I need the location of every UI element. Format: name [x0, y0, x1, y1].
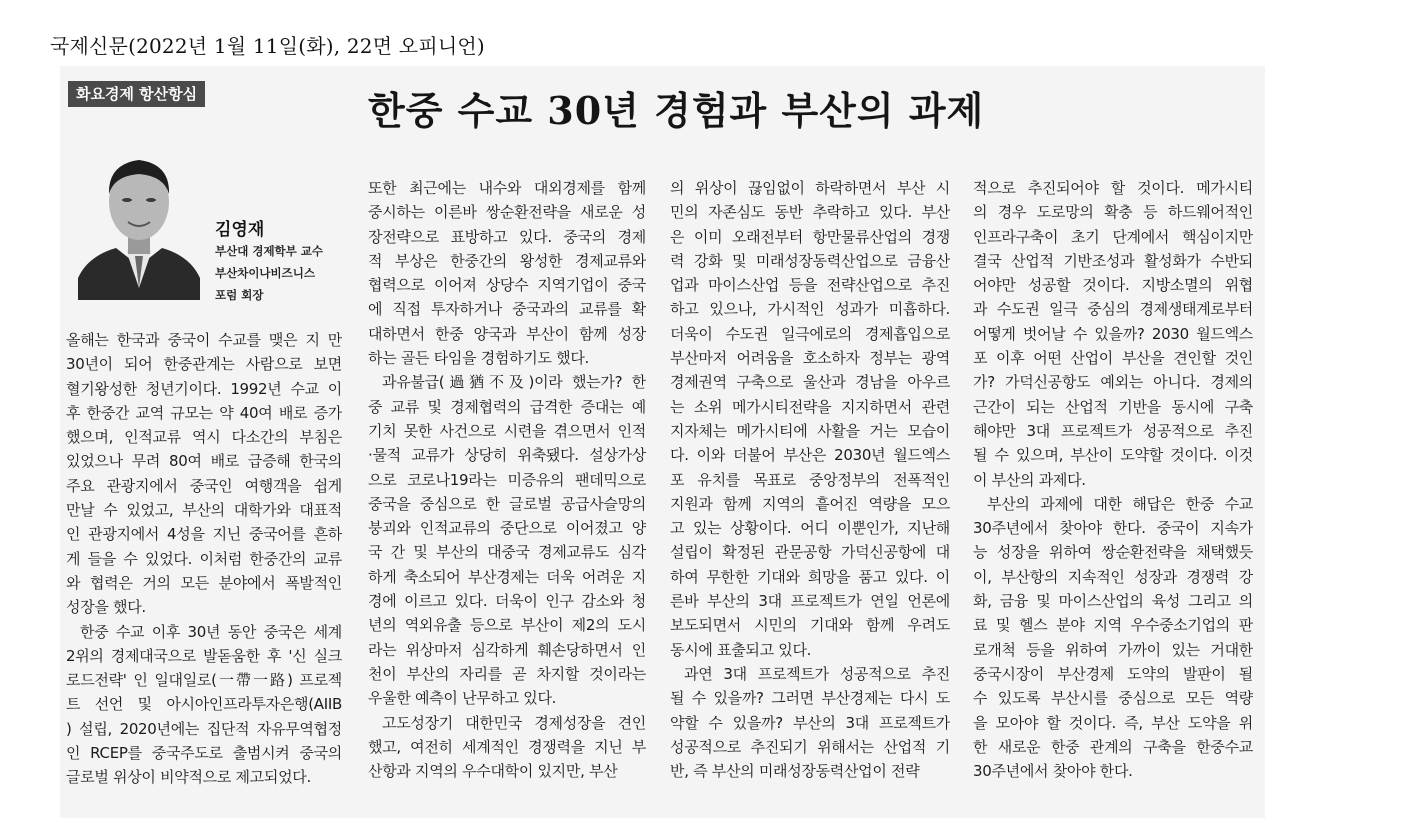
- article-text-line: 민의 자존심도 동반 추락하고 있다. 부산: [670, 203, 950, 222]
- article-text-line: 라는 위상마저 심각하게 훼손당하면서 인: [368, 640, 646, 659]
- article-text-line: 포 유치를 목표로 중앙정부의 전폭적인: [670, 470, 950, 489]
- article-text-line: 가? 가덕신공항도 예외는 아니다. 경제의: [973, 373, 1253, 392]
- article-text-line: 수 있도록 부산시를 중심으로 모든 역량: [973, 689, 1253, 708]
- article-text-line: 동시에 표출되고 있다.: [670, 640, 812, 659]
- article-text-line: 성장을 했다.: [66, 598, 146, 617]
- article-text-line: 혈기왕성한 청년기이다. 1992년 수교 이: [66, 379, 342, 398]
- article-text-line: 른바 부산의 3대 프로젝트가 연일 언론에: [670, 592, 950, 611]
- article-text-line: 천이 부산의 자리를 곧 차지할 것이라는: [368, 664, 646, 683]
- article-text-line: 의 경우 도로망의 확충 등 하드웨어적인: [973, 203, 1253, 222]
- article-text-line: 업과 마이스산업 등을 전략산업으로 추진: [670, 276, 950, 295]
- source-line: 국제신문(2022년 1월 11일(화), 22면 오피니언): [50, 34, 485, 58]
- article-text-line: 더욱이 수도권 일극에로의 경제흡입으로: [670, 324, 950, 343]
- article-text-line: 만날 수 있었고, 부산의 대학가와 대표적: [66, 501, 342, 520]
- article-text-line: 기치 못한 사건으로 시련을 겪으면서 인적: [368, 421, 646, 440]
- article-text-line: 의 위상이 끊임없이 하락하면서 부산 시: [670, 179, 950, 197]
- article-text-line: 어떻게 벗어날 수 있을까? 2030 월드엑스: [973, 324, 1253, 343]
- article-text-line: ·물적 교류가 상당히 위축됐다. 설상가상: [368, 446, 646, 465]
- article-text-line: 후 한중간 교역 규모는 약 40여 배로 증가: [66, 403, 342, 422]
- article-text-line: 30년이 되어 한중관계는 사람으로 보면: [66, 355, 342, 374]
- article-text-line: 하고 있으나, 가시적인 성과가 미흡하다.: [670, 300, 950, 319]
- article-text-line: 2위의 경제대국으로 발돋움한 후 '신 실크: [66, 646, 342, 665]
- article-text-line: 경제권역 구축으로 울산과 경남을 아우르: [670, 373, 950, 392]
- article-text-line: 능 성장을 위하여 쌍순환전략을 채택했듯: [973, 543, 1253, 562]
- article-text-line: 다. 이와 더불어 부산은 2030년 월드엑스: [670, 446, 950, 465]
- article-text-line: 붕괴와 인적교류의 중단으로 이어졌고 양: [368, 519, 646, 538]
- article-text-line: 한중 수교 이후 30년 동안 중국은 세계: [80, 622, 342, 641]
- article-text-line: 될 수 있을까? 그러면 부산경제는 다시 도: [670, 689, 950, 708]
- article-text-line: 하게 축소되어 부산경제는 더욱 어려운 지: [368, 567, 646, 586]
- article-text-line: 산항과 지역의 우수대학이 있지만, 부산: [368, 762, 618, 781]
- article-text-line: 어야만 성공할 것이다. 지방소멸의 위협: [973, 276, 1253, 295]
- article-column-3: [670, 176, 950, 783]
- column-rubric: 화요경제 항산항심: [68, 81, 205, 107]
- article-text-line: 을 모아야 할 것이다. 즉, 부산 도약을 위: [973, 713, 1253, 732]
- article-text-line: 인프라구축이 초기 단계에서 핵심이지만: [973, 227, 1253, 246]
- article-text-line: 고도성장기 대한민국 경제성장을 견인: [382, 713, 646, 732]
- article-text-line: 포 이후 어떤 산업이 부산을 견인할 것인: [973, 349, 1253, 368]
- article-text-line: 했고, 여전히 세계적인 경쟁력을 지닌 부: [368, 737, 646, 756]
- article-text-line: 중시하는 이른바 쌍순환전략을 새로운 성: [368, 203, 646, 222]
- article-text-line: 력 강화 및 미래성장동력산업으로 금융산: [670, 251, 950, 270]
- article-text-line: 설립이 확정된 관문공항 가덕신공항에 대: [670, 543, 950, 562]
- article-text-line: 경에 이르고 있다. 더욱이 인구 감소와 청: [368, 592, 646, 611]
- article-text-line: 인 RCEP를 중국주도로 출범시켜 중국의: [66, 744, 342, 763]
- article-text-line: 결국 산업적 기반조성과 활성화가 수반되: [973, 251, 1253, 270]
- article-text-line: 주요 관광지에서 중국인 여행객을 쉽게: [66, 476, 342, 495]
- article-text-line: 으로 코로나19라는 미증유의 팬데믹으로: [368, 470, 646, 489]
- article-text-line: 부산의 과제에 대한 해답은 한중 수교: [987, 494, 1253, 513]
- article-text-line: 하여 무한한 기대와 희망을 품고 있다. 이: [670, 567, 950, 586]
- article-text-line: 글로벌 위상이 비약적으로 제고되었다.: [66, 768, 311, 787]
- author-name: 김영재: [215, 220, 265, 240]
- article-text-line: 료 및 헬스 분야 지역 우수중소기업의 판: [973, 616, 1253, 635]
- article-text-line: 인 관광지에서 4성을 지닌 중국어를 흔하: [66, 525, 342, 544]
- article-text-line: 보도되면서 시민의 기대와 함께 우려도: [670, 616, 950, 635]
- article-text-line: 대하면서 한중 양국과 부산이 함께 성장: [368, 324, 646, 343]
- article-text-line: 과연 3대 프로젝트가 성공적으로 추진: [684, 664, 950, 683]
- article-text-line: 한 새로운 한중 관계의 구축을 한중수교: [973, 737, 1253, 756]
- article-text-line: 중 교류 및 경제협력의 급격한 증대는 예: [368, 397, 646, 416]
- article-text-line: 우울한 예측이 난무하고 있다.: [368, 689, 557, 708]
- article-text-line: 적으로 추진되어야 할 것이다. 메가시티: [973, 179, 1253, 197]
- article-text-line: 올해는 한국과 중국이 수교를 맺은 지 만: [66, 331, 342, 349]
- article-text-line: 협력으로 이어져 상당수 지역기업이 중국: [368, 276, 646, 295]
- article-text-line: 장전략으로 표방하고 있다. 중국의 경제: [368, 227, 646, 246]
- article-text-line: 또한 최근에는 내수와 대외경제를 함께: [368, 179, 646, 197]
- article-text-line: 에 직접 투자하거나 중국과의 교류를 확: [368, 300, 646, 319]
- article-text-line: 근간이 되는 산업적 기반을 동시에 구축: [973, 397, 1253, 416]
- article-text-line: 화, 금융 및 마이스산업의 육성 그리고 의: [973, 592, 1253, 611]
- author-role-line: 부산대 경제학부 교수: [215, 244, 323, 258]
- article-text-line: 중국을 중심으로 한 글로벌 공급사슬망의: [368, 494, 646, 513]
- article-text-line: 하는 골든 타임을 경험하기도 했다.: [368, 349, 590, 368]
- article-text-line: 트 선언 및 아시아인프라투자은행(AIIB: [66, 695, 342, 714]
- article-text-line: 지자체는 메가시티에 사활을 거는 모습이: [670, 421, 950, 440]
- article-text-line: 년의 역외유출 등으로 부산이 제2의 도시: [368, 616, 646, 635]
- article-text-line: 중국시장이 부산경제 도약의 발판이 될: [973, 664, 1253, 683]
- article-text-line: 와 협력은 거의 모든 분야에서 폭발적인: [66, 573, 342, 592]
- article-text-line: 될 수 있으며, 부산이 도약할 것이다. 이것: [973, 446, 1253, 465]
- article-text-line: 은 이미 오래전부터 항만물류산업의 경쟁: [670, 227, 950, 246]
- article-text-line: 고 있는 상황이다. 어디 이뿐인가, 지난해: [670, 519, 950, 538]
- article-text-line: 과유불급(過猶不及)이라 했는가? 한: [382, 373, 646, 392]
- article-text-line: 부산마저 어려움을 호소하자 정부는 광역: [670, 349, 950, 368]
- article-text-line: 해야만 3대 프로젝트가 성공적으로 추진: [973, 421, 1253, 440]
- author-photo: [78, 138, 200, 300]
- author-role-line: 포럼 회장: [215, 288, 264, 302]
- article-text-line: 로개척 등을 위하여 가까이 있는 거대한: [973, 640, 1253, 659]
- article-text-line: 약할 수 있을까? 부산의 3대 프로젝트가: [670, 713, 950, 732]
- article-text-line: 이, 부산항의 지속적인 성장과 경쟁력 강: [973, 567, 1253, 586]
- article-text-line: 국 간 및 부산의 대중국 경제교류도 심각: [368, 543, 646, 562]
- author-role-line: 부산차이나비즈니스: [215, 266, 315, 280]
- article-text-line: 는 소위 메가시티전략을 지지하면서 관련: [670, 397, 950, 416]
- article-text-line: 적 부상은 한중간의 왕성한 경제교류와: [368, 251, 646, 270]
- article-text-line: 30주년에서 찾아야 한다.: [973, 762, 1133, 781]
- article-text-line: 있었으나 무려 80여 배로 급증해 한국의: [66, 452, 342, 471]
- article-column-4: [973, 176, 1253, 783]
- headline: 한중 수교 30년 경험과 부산의 과제: [368, 88, 985, 133]
- article-text-line: ) 설립, 2020년에는 집단적 자유무역협정: [66, 719, 342, 738]
- article-text-line: 로드전략' 인 일대일로(一帶一路) 프로젝: [66, 671, 342, 690]
- article-text-line: 이 부산의 과제다.: [973, 470, 1086, 489]
- article-text-line: 성공적으로 추진되기 위해서는 산업적 기: [670, 737, 950, 756]
- article-text-line: 게 들을 수 있었다. 이처럼 한중간의 교류: [66, 549, 342, 568]
- article-text-line: 과 수도권 일극 중심의 경제생태계로부터: [973, 300, 1253, 319]
- article-text-line: 30주년에서 찾아야 한다. 중국이 지속가: [973, 519, 1253, 538]
- article-column-1: [66, 328, 342, 790]
- article-text-line: 반, 즉 부산의 미래성장동력산업이 전략: [670, 762, 920, 781]
- article-text-line: 지원과 함께 지역의 흩어진 역량을 모으: [670, 494, 950, 513]
- article-column-2: [368, 176, 646, 783]
- article-text-line: 했으며, 인적교류 역시 다소간의 부침은: [66, 428, 342, 447]
